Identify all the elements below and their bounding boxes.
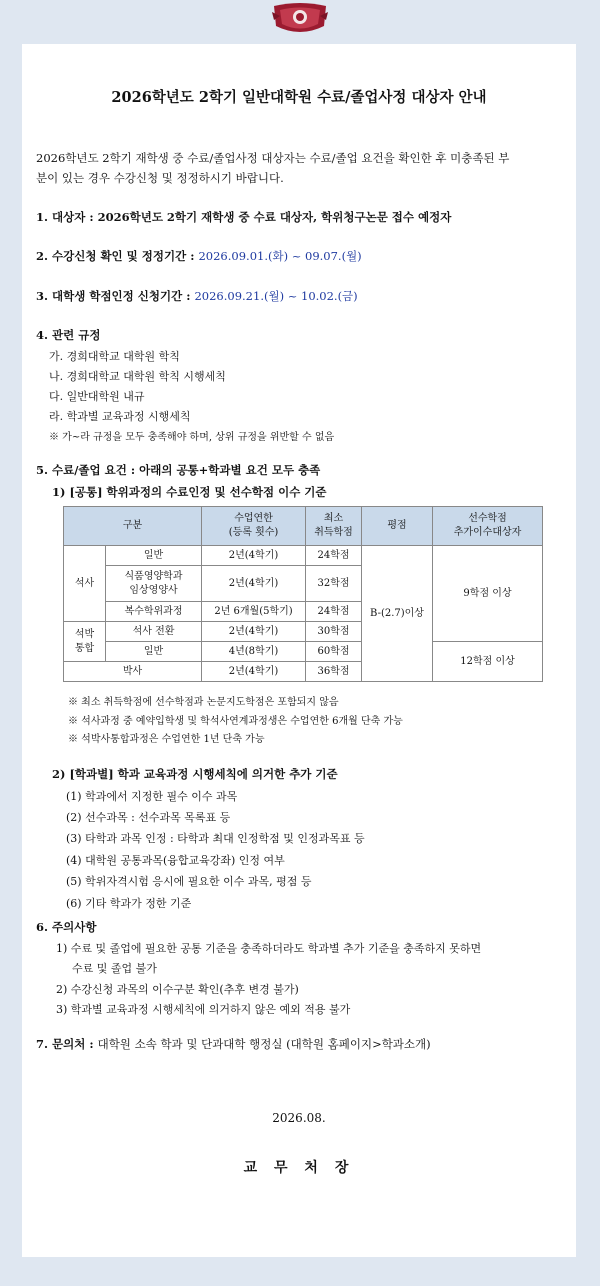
row-credits: 24학점 bbox=[306, 602, 362, 622]
row-credits: 32학점 bbox=[306, 566, 362, 602]
regulation-item: 라. 학과별 교육과정 시행세칙 bbox=[49, 410, 191, 423]
section-7-label: 7. 문의처 : bbox=[36, 1037, 98, 1051]
header-category: 구분 bbox=[64, 507, 202, 546]
row-credits: 24학점 bbox=[306, 546, 362, 566]
prereq-cell-2: 12학점 이상 bbox=[433, 642, 543, 682]
prereq-cell-1: 9학점 이상 bbox=[433, 546, 543, 642]
gpa-cell: B-(2.7)이상 bbox=[362, 546, 433, 682]
row-credits: 36학점 bbox=[306, 662, 362, 682]
row-name: 일반 bbox=[106, 642, 202, 662]
group-phd: 박사 bbox=[64, 662, 202, 682]
table-row bbox=[64, 546, 543, 566]
row-name: 석사 전환 bbox=[106, 622, 202, 642]
row-period: 2년(4학기) bbox=[202, 546, 306, 566]
row-period: 2년 6개월(5학기) bbox=[202, 602, 306, 622]
section-5-sub-2: 2) [학과별] 학과 교육과정 시행세칙에 의거한 추가 기준 bbox=[52, 767, 338, 781]
header-period: 수업연한 (등록 횟수) bbox=[202, 507, 306, 546]
row-period: 2년(4학기) bbox=[202, 662, 306, 682]
notice-date: 2026.08. bbox=[272, 1111, 326, 1125]
section-2-value: 2026.09.01.(화) ~ 09.07.(월) bbox=[198, 249, 362, 263]
notice-title: 2026학년도 2학기 일반대학원 수료/졸업사정 대상자 안내 bbox=[111, 89, 487, 106]
section-7-contact bbox=[36, 1036, 431, 1052]
regulation-note: ※ 가~라 규정을 모두 충족해야 하며, 상위 규정을 위반할 수 없음 bbox=[49, 432, 335, 443]
row-credits: 30학점 bbox=[306, 622, 362, 642]
table-header-row bbox=[64, 507, 543, 546]
section-3-label: 3. 대학생 학점인정 신청기간 : bbox=[36, 289, 195, 303]
regulation-item: 다. 일반대학원 내규 bbox=[49, 390, 145, 403]
group-masters: 석사 bbox=[64, 546, 106, 622]
row-name: 일반 bbox=[106, 546, 202, 566]
dept-criteria-item: (6) 기타 학과가 정한 기준 bbox=[66, 897, 192, 910]
table-note: ※ 최소 취득학점에 선수학점과 논문지도학점은 포함되지 않음 bbox=[68, 697, 339, 708]
section-2-label: 2. 수강신청 확인 및 정정기간 : bbox=[36, 249, 199, 263]
intro-line-1: 2026학년도 2학기 재학생 중 수료/졸업사정 대상자는 수료/졸업 요건을 확인한 후 미충족된 부 bbox=[36, 151, 510, 165]
section-2-period bbox=[36, 248, 362, 264]
requirements-table bbox=[63, 506, 543, 682]
issuer-signature: 교 무 처 장 bbox=[243, 1160, 355, 1176]
section-7-value: 대학원 소속 학과 및 단과대학 행정실 (대학원 홈페이지>학과소개) bbox=[97, 1037, 431, 1051]
header-prereq: 선수학점 추가이수대상자 bbox=[433, 507, 543, 546]
header-min-credits: 최소 취득학점 bbox=[306, 507, 362, 546]
row-period: 2년(4학기) bbox=[202, 566, 306, 602]
dept-criteria-item: (1) 학과에서 지정한 필수 이수 과목 bbox=[66, 790, 238, 803]
section-1-target: 1. 대상자 : 2026학년도 2학기 재학생 중 수료 대상자, 학위청구논문 접수 예정자 bbox=[36, 210, 452, 224]
section-3-value: 2026.09.21.(월) ~ 10.02.(금) bbox=[194, 289, 358, 303]
header-gpa: 평점 bbox=[362, 507, 433, 546]
row-credits: 60학점 bbox=[306, 642, 362, 662]
section-5-heading: 5. 수료/졸업 요건 : 아래의 공통+학과별 요건 모두 충족 bbox=[36, 463, 321, 477]
intro-line-2: 분이 있는 경우 수강신청 및 정정하시기 바랍니다. bbox=[36, 171, 284, 185]
caution-item: 1) 수료 및 졸업에 필요한 공통 기준을 충족하더라도 학과별 추가 기준을 충족하지 못하면 bbox=[56, 942, 482, 955]
caution-item: 3) 학과별 교육과정 시행세칙에 의거하지 않은 예외 적용 불가 bbox=[56, 1003, 351, 1016]
group-integrated: 석박 통합 bbox=[64, 622, 106, 662]
university-emblem-icon bbox=[270, 2, 330, 36]
section-5-sub-1: 1) [공통] 학위과정의 수료인정 및 선수학점 이수 기준 bbox=[52, 485, 327, 499]
row-period: 4년(8학기) bbox=[202, 642, 306, 662]
section-3-period bbox=[36, 288, 358, 304]
regulation-item: 가. 경희대학교 대학원 학칙 bbox=[49, 350, 180, 363]
table-note: ※ 석박사통합과정은 수업연한 1년 단축 가능 bbox=[68, 734, 265, 745]
regulation-item: 나. 경희대학교 대학원 학칙 시행세칙 bbox=[49, 370, 226, 383]
caution-item-cont: 수료 및 졸업 불가 bbox=[72, 962, 157, 975]
row-name: 식품영양학과 임상영양사 bbox=[106, 566, 202, 602]
section-4-heading: 4. 관련 규정 bbox=[36, 328, 101, 342]
table-row bbox=[64, 642, 543, 662]
table-note: ※ 석사과정 중 예약입학생 및 학석사연계과정생은 수업연한 6개월 단축 가능 bbox=[68, 716, 403, 727]
dept-criteria-item: (5) 학위자격시험 응시에 필요한 이수 과목, 평점 등 bbox=[66, 875, 312, 888]
row-name: 복수학위과정 bbox=[106, 602, 202, 622]
caution-item: 2) 수강신청 과목의 이수구분 확인(추후 변경 불가) bbox=[56, 983, 299, 996]
notice-document bbox=[22, 44, 576, 1257]
dept-criteria-item: (2) 선수과목 : 선수과목 목록표 등 bbox=[66, 811, 231, 824]
row-period: 2년(4학기) bbox=[202, 622, 306, 642]
dept-criteria-item: (4) 대학원 공통과목(융합교육강좌) 인정 여부 bbox=[66, 854, 285, 867]
section-6-heading: 6. 주의사항 bbox=[36, 920, 97, 934]
dept-criteria-item: (3) 타학과 과목 인정 : 타학과 최대 인정학점 및 인정과목표 등 bbox=[66, 832, 365, 845]
